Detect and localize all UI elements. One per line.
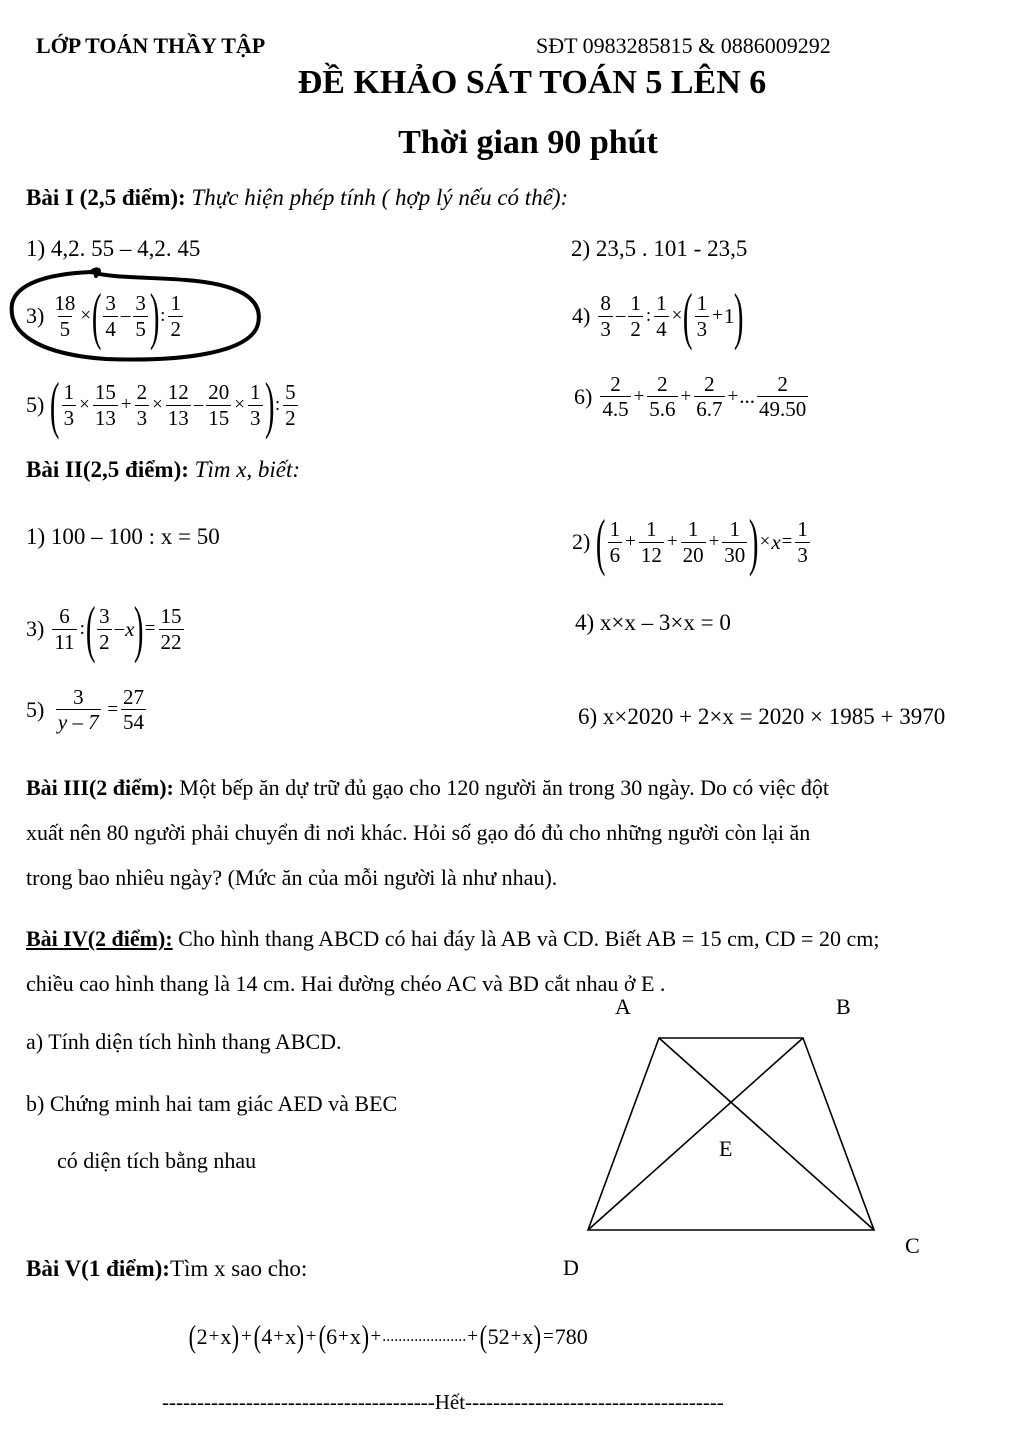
- fraction: $\frac{2}{6.7}$: [696, 372, 723, 422]
- fraction: $\frac{15}{13}$: [94, 380, 116, 430]
- fraction: $\frac{2}{4.5}$: [602, 372, 629, 422]
- bai2-problem-3: 3) $\frac{6}{11}$ : ( $\frac{3}{2}$ – x ) = $\frac{15}{22}$: [26, 593, 182, 664]
- bai1-problem-5: 5) ( $\frac{1}{3}$ × $\frac{15}{13}$ + $\frac{2}{3}$ × $\frac{12}{13}$ – $\frac{20}{15}$ × $\frac{1}{3}$ ) : $\frac{5}{2}$: [26, 369, 296, 440]
- problem-number: 2): [572, 529, 591, 554]
- bai4-heading: Bài IV(2 điểm):: [26, 926, 173, 951]
- bai4-text: Bài IV(2 điểm): Cho hình thang ABCD có hai đáy là AB và CD. Biết AB = 15 cm, CD = 20 cm; chiều cao hình thang là 14 cm. Hai đường chéo AC và BD cắt nhau ở E .: [26, 926, 880, 996]
- fraction: $\frac{1}{2}$: [170, 291, 181, 341]
- problem-number: 3): [26, 616, 45, 641]
- bai4-part-b-cont: có diện tích bằng nhau: [57, 1148, 257, 1173]
- fraction: $\frac{1}{3}$: [696, 291, 708, 341]
- vertex-label-d: D: [563, 1255, 579, 1280]
- bai1-instruction: Thực hiện phép tính ( hợp lý nếu có thể):: [191, 185, 569, 210]
- bai1-heading: Bài I (2,5 điểm):: [26, 185, 186, 210]
- bai5-heading: Bài V(1 điểm):: [26, 1256, 170, 1281]
- bai4-part-a: a) Tính diện tích hình thang ABCD.: [26, 1029, 342, 1054]
- vertex-label-a: A: [615, 994, 631, 1019]
- fraction: $\frac{1}{30}$: [724, 517, 746, 567]
- bai1-problem-2: 2) 23,5 . 101 - 23,5: [571, 236, 748, 261]
- bai2-problem-4: 4) x×x – 3×x = 0: [575, 610, 731, 635]
- fraction: $\frac{1}{4}$: [656, 291, 667, 341]
- bai3-text: Bài III(2 điểm): Một bếp ăn dự trữ đủ gạo cho 120 người ăn trong 30 ngày. Do có việc đột xuất nên 80 người phải chuyển đi nơi khác. Hỏi số gạo đó đủ cho những người còn lại ăn trong bao nhiêu ngày? (Mức ăn của mỗi người là như nhau).: [26, 775, 830, 890]
- bai5-heading-line: [26, 1256, 307, 1282]
- bai2-problem-5: 5) $\frac{3}{y - 7}$ = $\frac{27}{54}$: [26, 685, 145, 735]
- bai5-equation: ( 2 + x ) + ( 4 + x ) + ( 6 + x ) + ..................... + ( 52 + x ) = 780: [188, 1318, 588, 1354]
- bai2-problem-6: 6) x×2020 + 2×x = 2020 × 1985 + 3970: [578, 704, 946, 729]
- end-marker: ---------------------------------------Hết-------------------------------------: [162, 1390, 724, 1414]
- bai2-heading: Bài II(2,5 điểm):: [26, 457, 189, 482]
- fraction: $\frac{15}{22}$: [160, 604, 182, 654]
- fraction: $\frac{12}{13}$: [167, 380, 189, 430]
- phone-numbers: SĐT 0983285815 & 0886009292: [536, 33, 831, 58]
- fraction: $\frac{1}{3}$: [250, 380, 261, 430]
- bai1-problem-4: 4) $\frac{8}{3}$ – $\frac{1}{2}$ : $\frac{1}{4}$ × ( $\frac{1}{3}$ + 1 ): [572, 280, 744, 351]
- fraction: $\frac{3}{2}$: [99, 604, 110, 654]
- bai1-heading-line: [26, 185, 568, 211]
- problem-number: 4): [572, 303, 591, 328]
- fraction: $\frac{8}{3}$: [600, 291, 611, 341]
- fraction: $\frac{2}{3}$: [136, 380, 148, 430]
- problem-number: 5): [26, 696, 45, 722]
- bai1-problem-6: 6) $\frac{2}{4.5}$ + $\frac{2}{5.6}$ + $\frac{2}{6.7}$ + ... $\frac{2}{49.50}$: [574, 372, 807, 422]
- problem-number: 3): [26, 303, 45, 328]
- fraction: $\frac{1}{3}$: [63, 380, 75, 430]
- fraction: $\frac{5}{2}$: [285, 380, 296, 430]
- fraction: $\frac{2}{5.6}$: [649, 372, 676, 422]
- page-subtitle: Thời gian 90 phút: [398, 124, 658, 161]
- fraction: $\frac{1}{6}$: [609, 517, 621, 567]
- school-name: LỚP TOÁN THẦY TẬP: [36, 33, 266, 58]
- bai4-part-b: b) Chứng minh hai tam giác AED và BEC: [26, 1091, 398, 1116]
- bai1-problem-3: 3) $\frac{18}{5}$ × ( $\frac{3}{4}$ – $\frac{3}{5}$ ) : $\frac{1}{2}$: [26, 280, 181, 351]
- point-label-e: E: [719, 1136, 733, 1161]
- fraction: $\frac{1}{12}$: [640, 517, 662, 567]
- bai2-problem-2: 2) ( $\frac{1}{6}$ + $\frac{1}{12}$ + $\frac{1}{20}$ + $\frac{1}{30}$ ) × x = $\frac{1}{3}$: [572, 506, 808, 577]
- problem-number: 5): [26, 392, 45, 417]
- trapezoid-diagram: [560, 990, 940, 1290]
- fraction: $\frac{6}{11}$: [54, 604, 75, 654]
- fraction: $\frac{2}{49.50}$: [758, 372, 807, 422]
- problem-number: 6): [574, 383, 593, 409]
- page-title: ĐỀ KHẢO SÁT TOÁN 5 LÊN 6: [297, 64, 767, 101]
- fraction: $\frac{20}{15}$: [208, 380, 230, 430]
- vertex-label-b: B: [836, 994, 851, 1019]
- fraction: $\frac{18}{5}$: [54, 291, 76, 341]
- bai2-heading-line: [26, 457, 300, 483]
- bai1-problem-1: 1) 4,2. 55 – 4,2. 45: [26, 236, 201, 261]
- fraction: $\frac{3}{4}$: [105, 291, 116, 341]
- fraction: $\frac{1}{3}$: [797, 517, 808, 567]
- fraction: $\frac{3}{y - 7}$: [57, 685, 99, 735]
- bai3-heading: Bài III(2 điểm):: [26, 775, 174, 800]
- bai5-instruction: Tìm x sao cho:: [169, 1256, 308, 1281]
- handwritten-circle: [6, 262, 266, 367]
- fraction: $\frac{1}{20}$: [682, 517, 704, 567]
- fraction: $\frac{3}{5}$: [135, 291, 146, 341]
- bai2-problem-1: 1) 100 – 100 : x = 50: [26, 524, 220, 549]
- fraction: $\frac{27}{54}$: [123, 685, 145, 735]
- vertex-label-c: C: [905, 1233, 920, 1258]
- fraction: $\frac{1}{2}$: [630, 291, 641, 341]
- bai2-instruction: Tìm x, biết:: [194, 457, 301, 482]
